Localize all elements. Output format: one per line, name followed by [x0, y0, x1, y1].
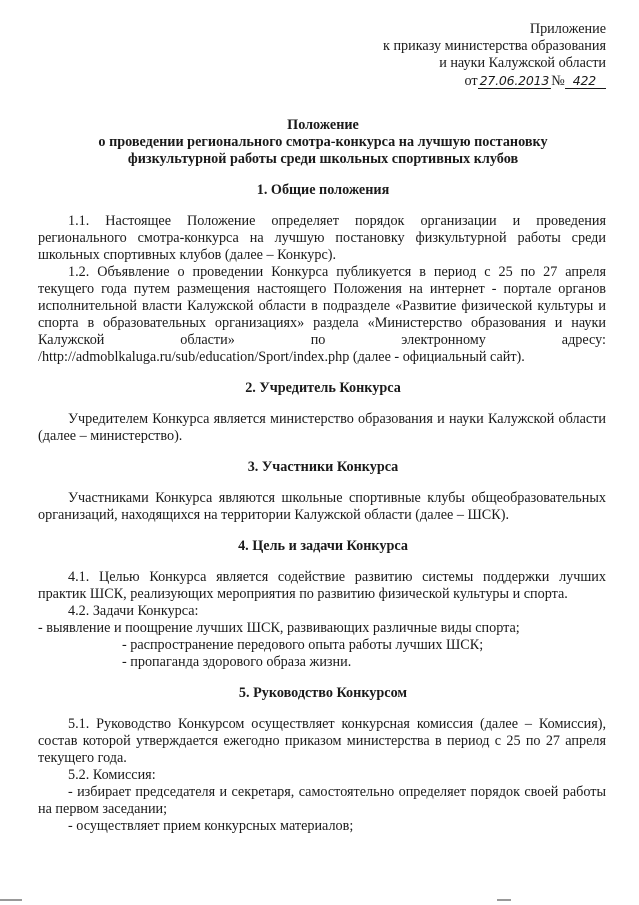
- section-4-paragraph-2: 4.2. Задачи Конкурса:: [68, 603, 199, 619]
- header-order-line: к приказу министерства образования: [383, 38, 606, 54]
- title-line-2: о проведении регионального смотра-конкурса на лучшую постановку: [98, 134, 548, 150]
- section-1-heading: 1. Общие положения: [256, 182, 390, 198]
- header-date-number-line: [383, 72, 606, 90]
- section-1-paragraph-1: 1.1. Настоящее Положение определяет порядок организации и проведения регионального смотра-конкурса на лучшую постановку физкультурной работы среди школьных спортивных клубов (далее – Конкурс).: [38, 213, 606, 263]
- number-prefix: №: [551, 73, 565, 89]
- section-3-paragraph-1: Участниками Конкурса являются школьные спортивные клубы общеобразовательных организаций, находящихся на территории Калужской области (далее – ШСК).: [38, 490, 606, 523]
- section-2-heading: 2. Учредитель Конкурса: [245, 380, 401, 396]
- section-4-bullet-3: - пропаганда здорового образа жизни.: [122, 654, 352, 670]
- scan-mark-right: [497, 899, 511, 901]
- section-5-paragraph-1: 5.1. Руководство Конкурсом осуществляет конкурсная комиссия (далее – Комиссия), состав которой утверждается ежегодно приказом министерства в период с 25 по 27 апреля текущего года.: [38, 716, 606, 766]
- scan-mark-left: [0, 899, 22, 901]
- section-5-bullet-1: - избирает председателя и секретаря, самостоятельно определяет порядок своей работы на первом заседании;: [38, 784, 606, 817]
- section-5-heading: 5. Руководство Конкурсом: [238, 685, 408, 701]
- section-4-paragraph-1: 4.1. Целью Конкурса является содействие развитию системы поддержки лучших практик ШСК, реализующих мероприятия по развитию физической культуры и спорта.: [38, 569, 606, 602]
- title-line-3: физкультурной работы среди школьных спортивных клубов: [127, 151, 519, 167]
- header-appendix: Приложение: [529, 21, 606, 37]
- handwritten-number: 422: [565, 73, 606, 89]
- section-1-paragraph-2: 1.2. Объявление о проведении Конкурса публикуется в период с 25 по 27 апреля текущего года путем размещения настоящего Положения на интернет - портале органов исполнительной власти Калужской области в подразделе «Развитие физической культуры и спорта в образовательных организациях» раздела «Министерство образования и науки Калужской области» по электронному адресу: /http://admoblkaluga.ru/sub/education/Sport/index.php (далее - официальный сайт).: [38, 264, 606, 365]
- handwritten-date: 27.06.2013: [479, 73, 550, 88]
- title-line-1: Положение: [287, 117, 359, 133]
- section-5-paragraph-2: 5.2. Комиссия:: [68, 767, 156, 783]
- section-5-bullet-2: - осуществляет прием конкурсных материалов;: [68, 818, 354, 834]
- section-3-heading: 3. Участники Конкурса: [247, 459, 399, 475]
- document-body: [38, 117, 606, 835]
- section-4-bullet-2: - распространение передового опыта работы лучших ШСК;: [122, 637, 484, 653]
- header-region-line: и науки Калужской области: [439, 55, 606, 71]
- document-title: [40, 117, 606, 168]
- document-header: [383, 21, 606, 90]
- scan-edge-marks: [0, 891, 639, 905]
- from-prefix: от: [464, 73, 478, 89]
- section-4-bullet-1: - выявление и поощрение лучших ШСК, развивающих различные виды спорта;: [38, 620, 520, 636]
- section-2-paragraph-1: Учредителем Конкурса является министерство образования и науки Калужской области (далее – министерство).: [38, 411, 606, 444]
- section-4-heading: 4. Цель и задачи Конкурса: [238, 538, 408, 554]
